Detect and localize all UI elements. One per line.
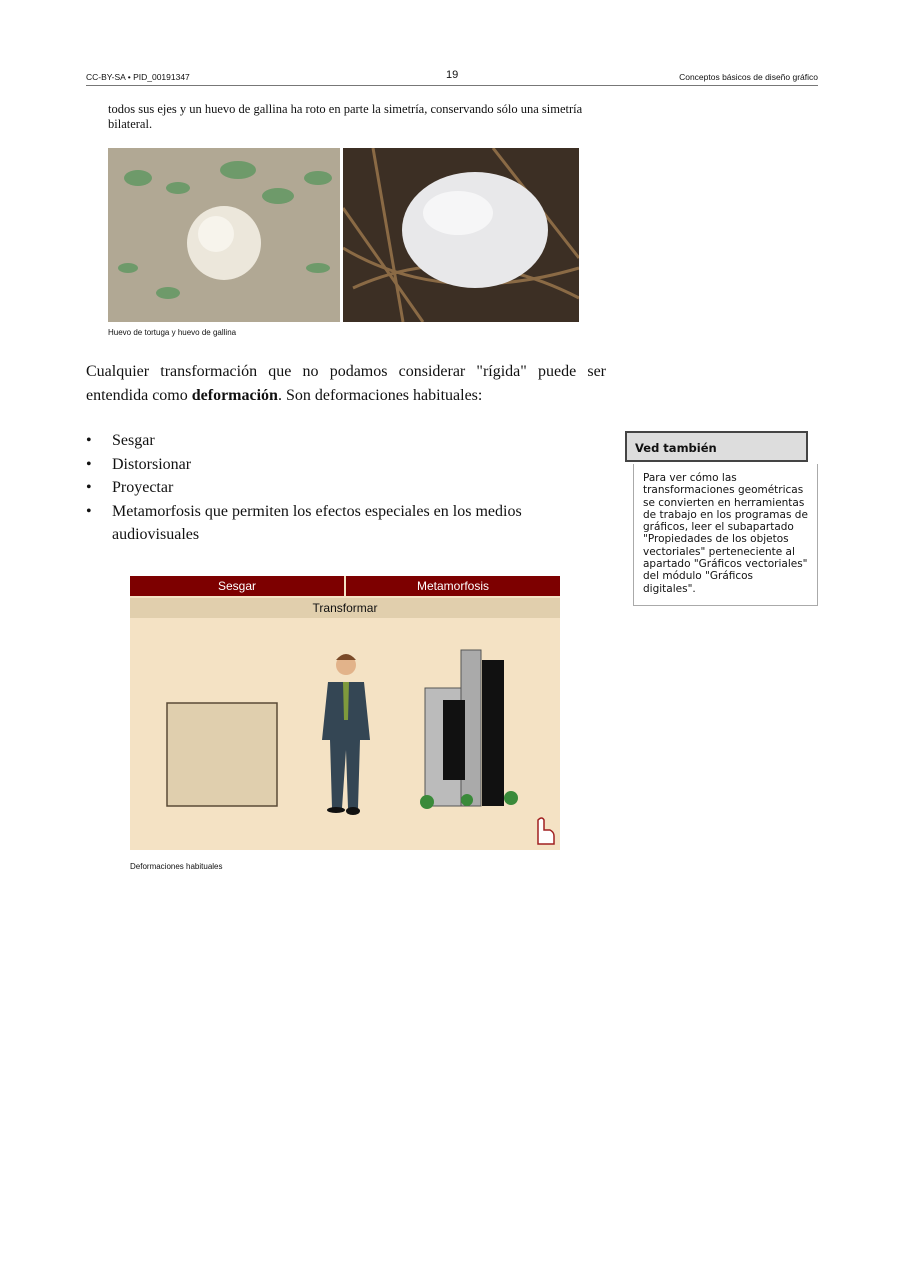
deformation-paragraph: Cualquier transformación que no podamos considerar "rígida" puede ser entendida como deformación. Son deformaciones habituales: (86, 363, 606, 404)
photo-caption: Huevo de tortuga y huevo de gallina (108, 328, 237, 337)
hen-egg-photo (343, 148, 579, 322)
square-shape (167, 703, 277, 806)
businessman-illustration (322, 654, 370, 815)
list-item: • Proyectar (86, 476, 606, 500)
building-illustration (420, 650, 518, 809)
deformation-list (86, 429, 606, 547)
figure-caption: Deformaciones habituales (130, 862, 223, 871)
list-item: • Distorsionar (86, 453, 606, 477)
list-item: • Metamorfosis que permiten los efectos especiales en los medios audiovisuales (86, 500, 606, 547)
sidebar-body: Para ver cómo las transformaciones geométricas se convierten en herramientas de trabajo en los programas de gráficos, leer el subapartado "Propiedades de los objetos vectoriales" perteneciente al apartado "Gráficos vectoriales" del módulo "Gráficos digitales". (633, 464, 818, 606)
tab-metamorfosis[interactable]: Metamorfosis (346, 576, 560, 596)
header-rule (86, 85, 818, 86)
tab-transformar[interactable]: Transformar (130, 598, 560, 618)
intro-text: todos sus ejes y un huevo de gallina ha roto en parte la simetría, conservando sólo una simetría bilateral. (108, 102, 583, 131)
header-license: CC-BY-SA • PID_00191347 (86, 72, 190, 82)
list-item: • Sesgar (86, 429, 606, 453)
deformations-figure (130, 576, 560, 850)
page-number: 19 (446, 69, 459, 81)
sidebar-title: Ved también (625, 431, 808, 462)
tab-sesgar[interactable]: Sesgar (130, 576, 344, 596)
header-title: Conceptos básicos de diseño gráfico (679, 72, 818, 82)
hand-pointer-icon (538, 818, 554, 844)
turtle-egg-photo (108, 148, 340, 322)
figure-stage (130, 620, 560, 850)
